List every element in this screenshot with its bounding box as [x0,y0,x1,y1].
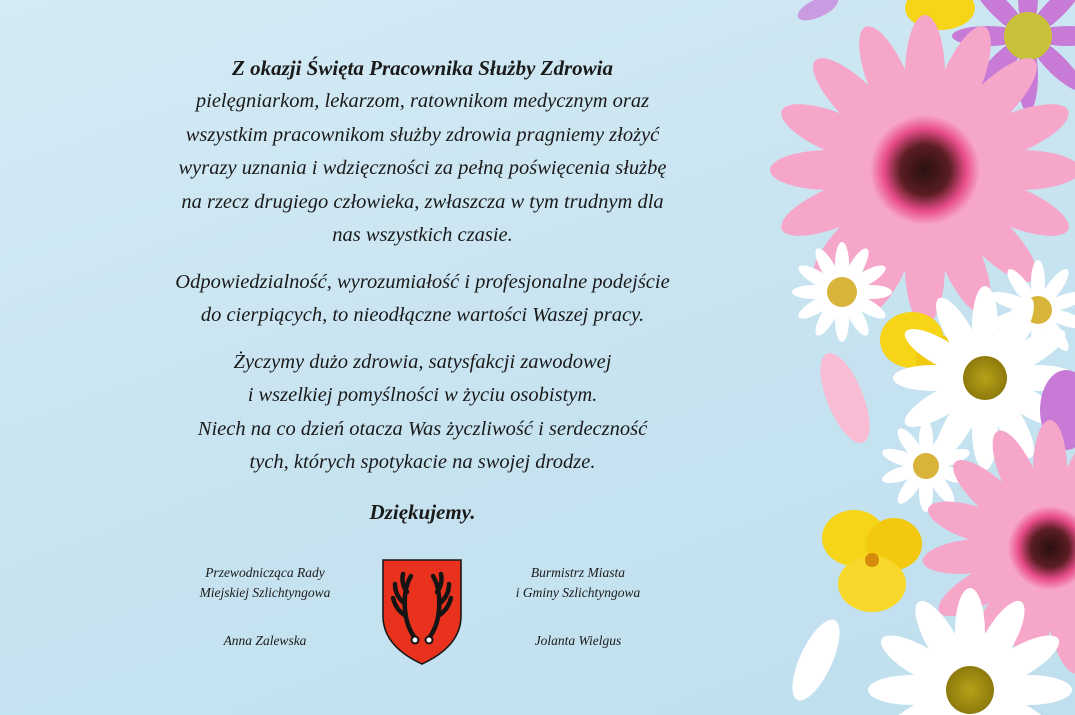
text-line: wyrazy uznania i wdzięczności za pełną poświęcenia służbę [178,157,667,179]
text-line: do cierpiących, to nieodłączne wartości Waszej pracy. [200,304,645,326]
signature-name: Jolanta Wielgus [534,633,622,648]
text-line: nas wszystkich czasie. [332,224,513,246]
text-line: Życzymy dużo zdrowia, satysfakcji zawodowej [233,350,612,373]
thanks-text: Dziękujemy. [369,499,476,524]
signature-title-line: i Gminy Szlichtyngowa [515,585,641,600]
coat-of-arms-antlers-icon [381,558,463,666]
message-paragraph-2 [100,266,745,333]
signature-name: Anna Zalewska [223,633,307,648]
text-line: na rzecz drugiego człowieka, zwłaszcza w tym trudnym dla [181,190,664,213]
text-line: pielęgniarkom, lekarzom, ratownikom medycznym oraz [195,90,650,112]
text-line: i wszelkiej pomyślności w życiu osobistym. [247,384,598,406]
signature-mayor [478,563,678,651]
signature-title-line: Miejskiej Szlichtyngowa [199,585,331,600]
text-line: tych, których spotykacie na swojej drodze. [249,451,596,473]
message-paragraph-3 [100,346,745,480]
message-heading: Z okazji Święta Pracownika Służby Zdrowia [232,56,613,80]
text-line: wszystkim pracownikom służby zdrowia pragniemy złożyć [185,123,660,146]
signature-title-line: Przewodnicząca Rady [205,565,325,580]
yellow-pansy-flower [822,510,922,612]
text-line: Odpowiedzialność, wyrozumiałość i profesjonalne podejście [175,270,670,293]
message-block [100,52,745,529]
text-line: Niech na co dzień otacza Was życzliwość i serdeczność [197,417,648,440]
flowers-border [770,0,1075,715]
message-paragraph-1 [100,85,745,253]
signature-council-chair [160,563,370,651]
signature-title-line: Burmistrz Miasta [530,565,626,580]
